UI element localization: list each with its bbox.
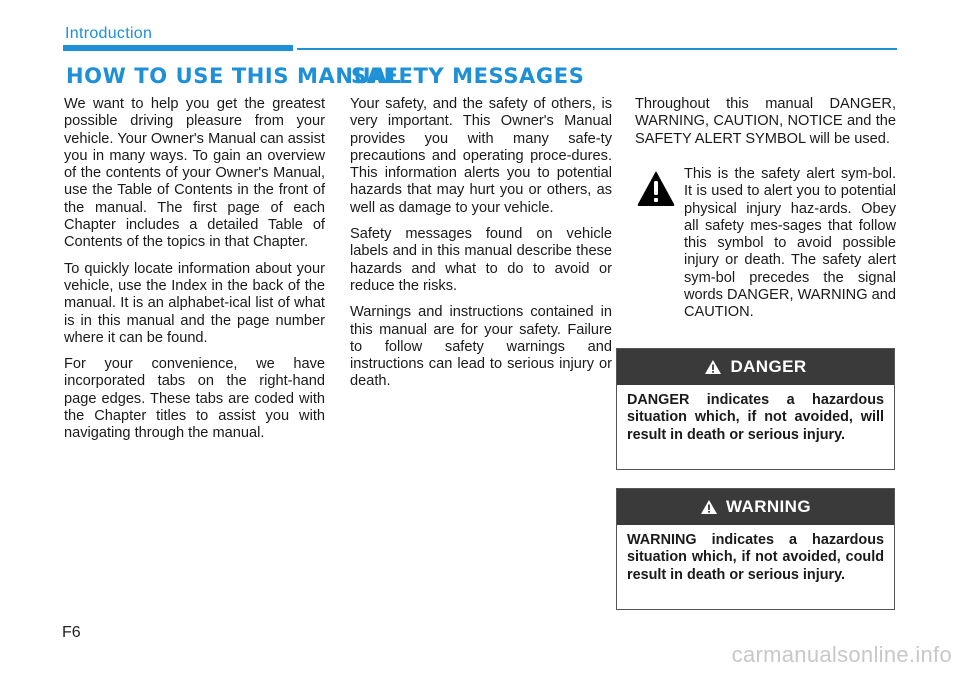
how-to-use-column — [64, 96, 325, 452]
danger-band — [617, 349, 894, 385]
warning-label: WARNING — [726, 497, 811, 516]
paragraph: Your safety, and the safety of others, is very important. This Owner's Manual provides you with many safe-ty precautions and operating proce-dures. This information alerts you to potential hazards that may hurt you or others, as well as damage to your vehicle. — [350, 96, 612, 216]
warning-text: WARNING indicates a hazardous situation which, if not avoided, could result in death or serious injury. — [627, 532, 884, 583]
paragraph: Safety messages found on vehicle labels and in this manual describe these hazards and what to do to avoid or reduce the risks. — [350, 226, 612, 294]
alert-triangle-icon — [704, 359, 722, 375]
header-rule-thin — [297, 48, 897, 50]
header-rule-thick — [63, 45, 293, 51]
danger-box — [616, 348, 895, 470]
safety-messages-heading: SAFETY MESSAGES — [351, 64, 585, 88]
page-number: F6 — [62, 624, 81, 641]
warning-band — [617, 489, 894, 525]
danger-label: DANGER — [730, 357, 807, 376]
how-to-use-heading: HOW TO USE THIS MANUAL — [66, 64, 402, 88]
paragraph: We want to help you get the greatest possible driving pleasure from your vehicle. Your Owner's Manual can assist you in many ways. To gain an overview of the contents of your Owner's Manual, use the Table of Contents in the front of the manual. The first page of each Chapter includes a detailed Table of Contents of the topics in that Chapter. — [64, 96, 325, 251]
paragraph: Warnings and instructions contained in this manual are for your safety. Failure to follow safety warnings and instructions can lead to serious injury or death. — [350, 304, 612, 390]
section-title: Introduction — [65, 25, 153, 42]
watermark: carmanualsonline.info — [731, 642, 952, 667]
paragraph: For your convenience, we have incorporated tabs on the right-hand page edges. These tabs are coded with the Chapter titles to assist you with navigating through the manual. — [64, 356, 325, 442]
signal-words-intro — [635, 96, 896, 157]
alert-symbol-description: This is the safety alert sym-bol. It is used to alert you to potential physical injury haz-ards. Obey all safety mes-sages that follow this symbol to avoid possible injury or death. The safety alert sym-bol precedes the signal words DANGER, WARNING and CAUTION. — [684, 166, 896, 321]
alert-triangle-icon — [700, 499, 718, 515]
safety-alert-triangle-icon — [636, 169, 676, 207]
danger-text: DANGER indicates a hazardous situation which, if not avoided, will result in death or serious injury. — [627, 392, 884, 443]
paragraph: Throughout this manual DANGER, WARNING, CAUTION, NOTICE and the SAFETY ALERT SYMBOL will be used. — [635, 96, 896, 147]
paragraph: To quickly locate information about your vehicle, use the Index in the back of the manual. It is an alphabet-ical list of what is in this manual and the page number where it can be found. — [64, 260, 325, 346]
warning-box — [616, 488, 895, 610]
safety-messages-column — [350, 96, 612, 400]
